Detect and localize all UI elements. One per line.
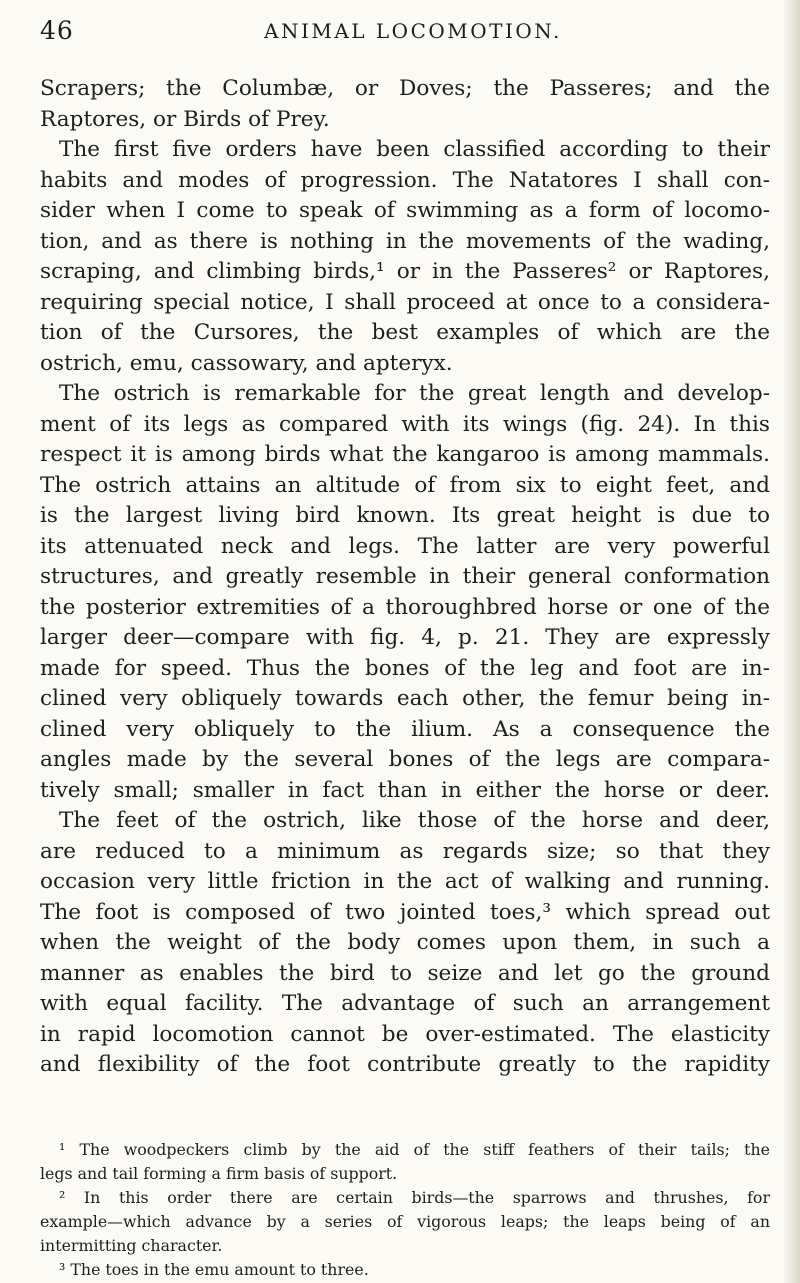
text-line: angles made by the several bones of the legs are compara- bbox=[40, 747, 770, 772]
text-line: Scrapers; the Columbæ, or Doves; the Passeres; and the bbox=[40, 76, 770, 101]
text-line: clined very obliquely towards each other, the femur being in- bbox=[40, 686, 770, 711]
text-line: tion, and as there is nothing in the movements of the wading, bbox=[40, 228, 770, 254]
text-line: manner as enables the bird to seize and let go the ground bbox=[40, 960, 770, 986]
text-line: ostrich, emu, cassowary, and apteryx. bbox=[40, 350, 453, 376]
text-line: The ostrich attains an altitude of from six to eight feet, and bbox=[40, 472, 770, 498]
text-line: when the weight of the body comes upon them, in such a bbox=[40, 930, 770, 955]
page-edge-shadow bbox=[782, 0, 800, 1283]
text-line: tively small; smaller in fact than in either the horse or deer. bbox=[40, 777, 770, 803]
text-line: respect it is among birds what the kangaroo is among mammals. bbox=[40, 442, 770, 467]
text-line: The first five orders have been classified according to their bbox=[59, 137, 770, 162]
text-line: The feet of the ostrich, like those of the horse and deer, bbox=[59, 808, 770, 833]
text-line: scraping, and climbing birds,¹ or in the Passeres² or Raptores, bbox=[40, 259, 770, 284]
text-line: and flexibility of the foot contribute greatly to the rapidity bbox=[40, 1052, 770, 1077]
text-line: sider when I come to speak of swimming as a form of locomo- bbox=[40, 198, 770, 223]
body-text bbox=[40, 74, 770, 1081]
footnote-line: ¹ The woodpeckers climb by the aid of the stiff feathers of their tails; the bbox=[59, 1140, 770, 1159]
footnote-line: legs and tail forming a firm basis of support. bbox=[40, 1164, 398, 1183]
footnote-line: ³ The toes in the emu amount to three. bbox=[59, 1260, 369, 1279]
text-line: larger deer—compare with fig. 4, p. 21. They are expressly bbox=[40, 625, 770, 650]
text-line: its attenuated neck and legs. The latter are very powerful bbox=[40, 533, 770, 559]
running-head: ANIMAL LOCOMOTION. bbox=[264, 19, 562, 43]
text-line: occasion very little friction in the act of walking and running. bbox=[40, 869, 770, 894]
footnote-line: ² In this order there are certain birds—the sparrows and thrushes, for bbox=[59, 1188, 770, 1207]
text-line: The ostrich is remarkable for the great length and develop- bbox=[59, 381, 770, 406]
text-line: in rapid locomotion cannot be over-estimated. The elasticity bbox=[40, 1021, 770, 1047]
text-line: clined very obliquely to the ilium. As a consequence the bbox=[40, 716, 770, 742]
text-line: is the largest living bird known. Its great height is due to bbox=[40, 503, 770, 528]
text-line: the posterior extremities of a thoroughbred horse or one of the bbox=[40, 594, 770, 620]
text-line: The foot is composed of two jointed toes,³ which spread out bbox=[40, 899, 770, 925]
text-line: requiring special notice, I shall proceed at once to a considera- bbox=[40, 289, 770, 315]
text-line: tion of the Cursores, the best examples of which are the bbox=[40, 320, 770, 345]
text-line: are reduced to a minimum as regards size; so that they bbox=[40, 838, 770, 864]
text-line: habits and modes of progression. The Natatores I shall con- bbox=[40, 167, 770, 193]
text-line: structures, and greatly resemble in their general conformation bbox=[40, 564, 770, 589]
footnotes bbox=[40, 1138, 770, 1282]
footnote-line: example—which advance by a series of vigorous leaps; the leaps being of an bbox=[40, 1212, 770, 1231]
text-line: Raptores, or Birds of Prey. bbox=[40, 106, 330, 132]
page-number: 46 bbox=[40, 16, 74, 45]
text-line: ment of its legs as compared with its wings (fig. 24). In this bbox=[40, 411, 770, 437]
text-line: made for speed. Thus the bones of the leg and foot are in- bbox=[40, 655, 770, 681]
footnote-line: intermitting character. bbox=[40, 1236, 223, 1255]
text-line: with equal facility. The advantage of such an arrangement bbox=[40, 991, 770, 1016]
